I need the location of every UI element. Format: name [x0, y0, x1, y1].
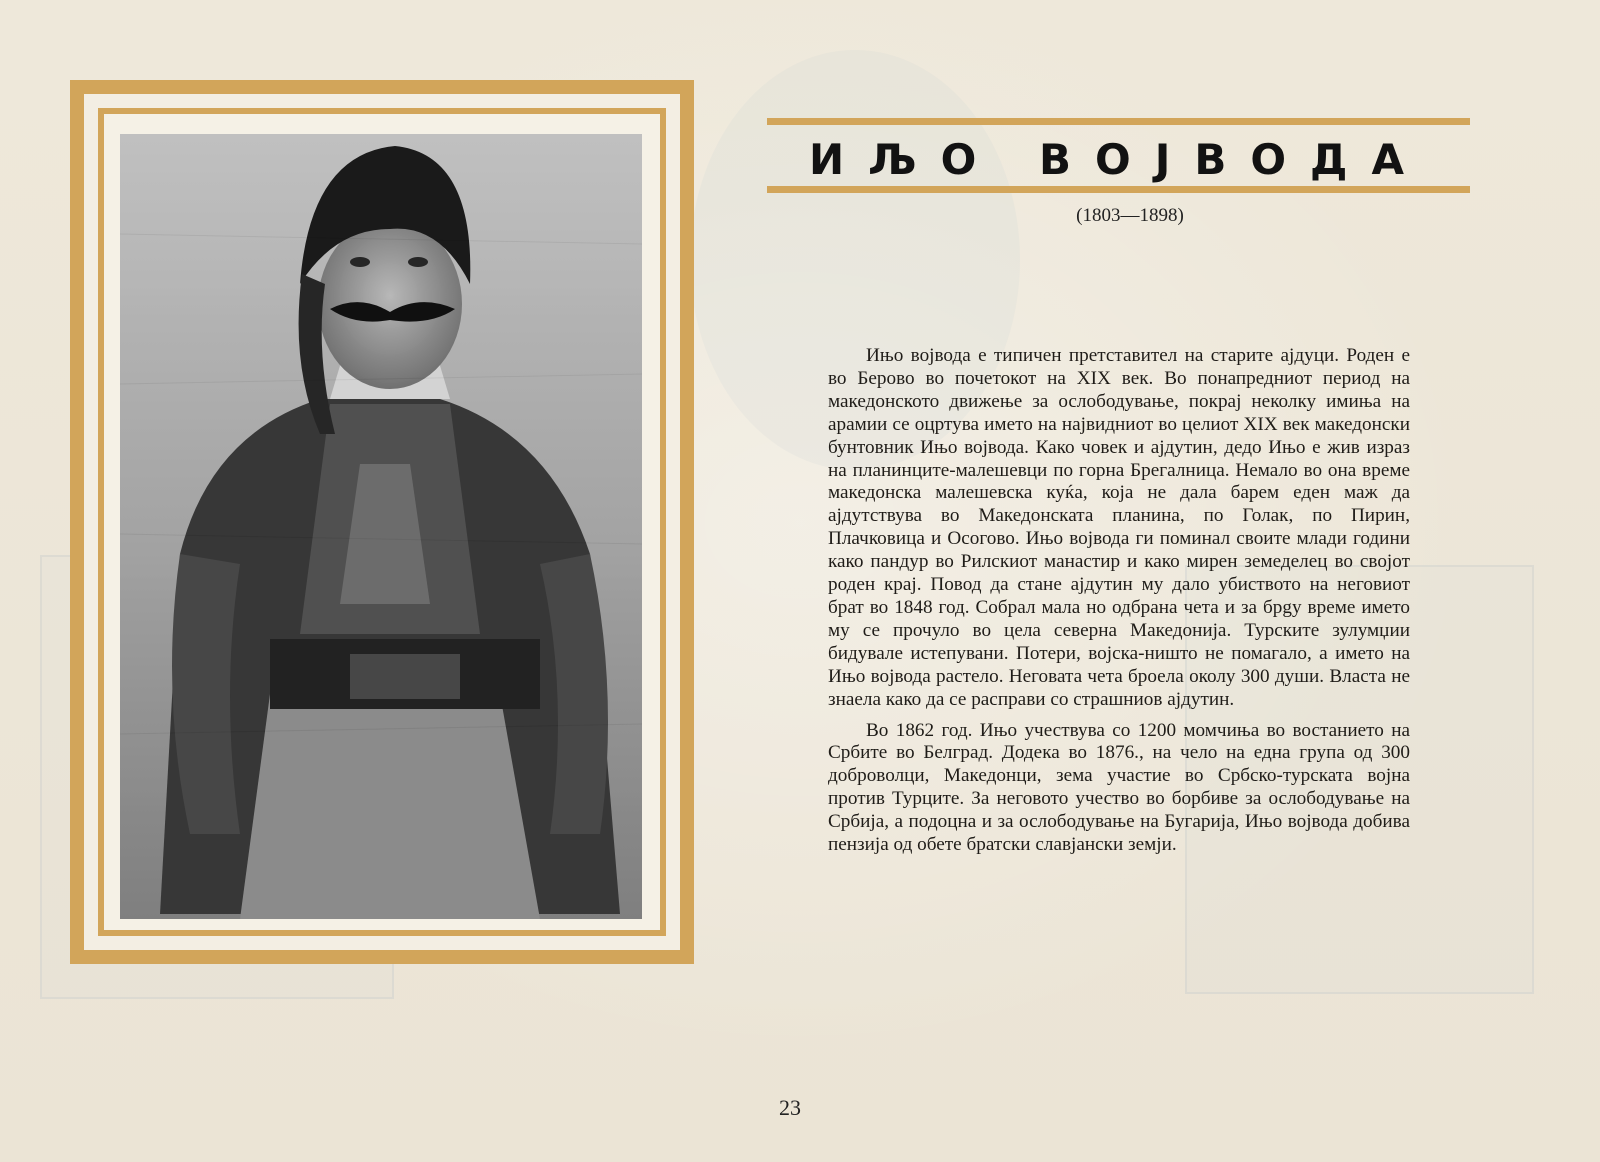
- article-body: [828, 345, 1410, 865]
- paragraph: Во 1862 год. Ињо учествува со 1200 момчиња во востанието на Србите во Белград. Додека во 1876., на чело на една група од 300 доброволци, Македонци, зема участие во Србско-турската војна против Турците. За неговото учество во борбиве за ослободување на Србија, а подоцна и за ослободување на Бугарија, Ињо војвода добива пензија од обете братски славјански земји.: [828, 719, 1410, 856]
- title-rule-bottom: [767, 186, 1470, 193]
- portrait-photo: [120, 134, 642, 919]
- title-rule-top: [767, 118, 1470, 125]
- portrait-frame-outer: [70, 80, 694, 964]
- portrait-frame-inner: [98, 108, 666, 936]
- life-dates: (1803—1898): [1076, 205, 1184, 226]
- page-number: 23: [779, 1095, 801, 1120]
- article-title: ИЉО ВОЈВОДА: [809, 135, 1428, 184]
- paragraph: Ињо војвода е типичен претставител на старите ајдуци. Роден е во Берово во почетокот на XIX век. Во понапредниот период на македонското движење за ослободување, покрај неколку имиња на арамии се оцртува името на највидниот во целиот XIX век македонски бунтовник Ињо војвода. Како човек и ајдутин, дедо Ињо е жив израз на планинците-малешевци по горна Брегалница. Немало во она време македонска малешевска куќа, која не дала барем еден маж да ајдутствува во Македонската планина, по Голак, по Пирин, Плачковица и Осогово. Ињо војвода ги поминал своите млади години како пандур во Рилскиот манастир и како мирен земеделец во својот роден крај. Повод да стане ајдутин му дало убиството на неговиот брат во 1848 год. Собрал мала но одбрана чета и за брgу време името му се прочуло во цела северна Македонија. Турските зулумџии бидувале истепувани. Потери, војска-ништо не помагало, а името на Ињо војвода растело. Неговата чета броела околу 300 души. Власта не знаела како да се расправи со страшниов ајдутин.: [828, 345, 1410, 710]
- portrait-illustration: [120, 134, 642, 919]
